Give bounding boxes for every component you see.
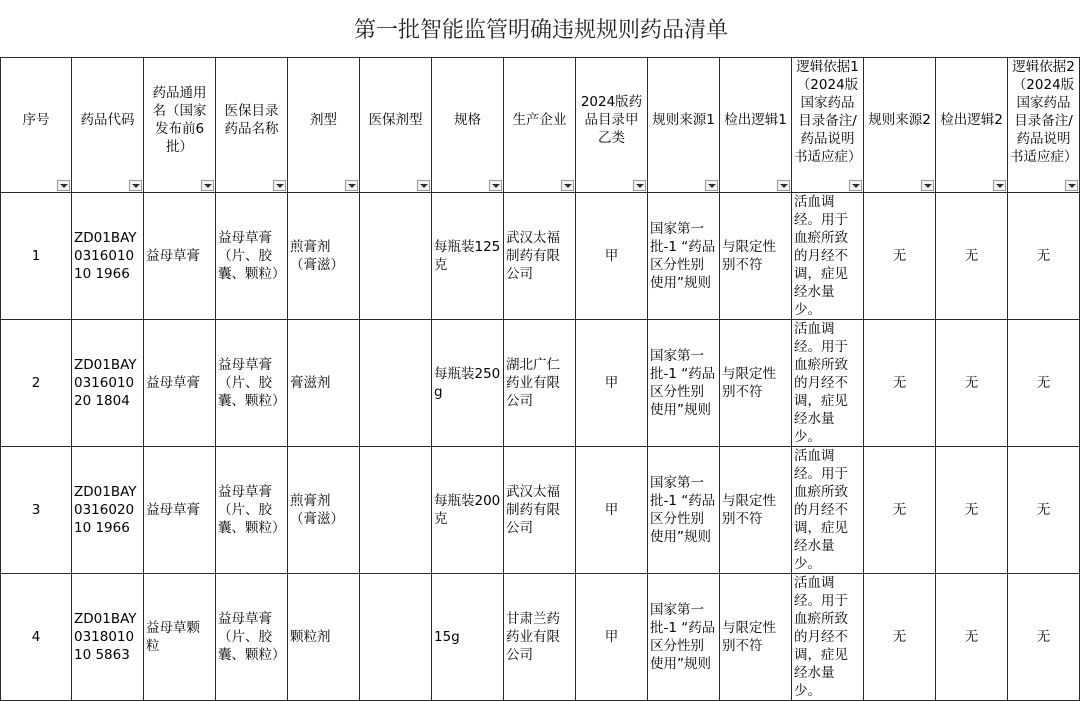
detection-logic-2: 无 (936, 320, 1008, 447)
header-row (1, 58, 1080, 193)
catalog-name: 益母草膏（片、胶囊、颗粒） (216, 574, 288, 701)
drug-code: ZD01BAY031601010 1966 (72, 193, 144, 320)
insurance-dosage-form (360, 193, 432, 320)
filter-dropdown-icon[interactable] (129, 180, 142, 191)
logic-basis-2: 无 (1008, 574, 1080, 701)
header-label: 剂型 (310, 112, 337, 128)
detection-logic-2: 无 (936, 193, 1008, 320)
catalog-name: 益母草膏（片、胶囊、颗粒） (216, 320, 288, 447)
row-index: 3 (1, 447, 72, 574)
detection-logic-1: 与限定性别不符 (720, 320, 792, 447)
generic-name: 益母草膏 (144, 447, 216, 574)
filter-dropdown-icon[interactable] (345, 180, 358, 191)
insurance-dosage-form (360, 320, 432, 447)
table-row (1, 320, 1080, 447)
table-row (1, 193, 1080, 320)
logic-basis-2: 无 (1008, 447, 1080, 574)
logic-basis-1: 活血调经。用于血瘀所致的月经不调，症见经水量少。 (792, 574, 864, 701)
filter-dropdown-icon[interactable] (777, 180, 790, 191)
header-cell (432, 58, 504, 193)
header-cell (288, 58, 360, 193)
filter-dropdown-icon[interactable] (705, 180, 718, 191)
drug-table (0, 57, 1080, 701)
header-cell (504, 58, 576, 193)
specification: 15g (432, 574, 504, 701)
header-cell (144, 58, 216, 193)
logic-basis-1: 活血调经。用于血瘀所致的月经不调，症见经水量少。 (792, 320, 864, 447)
header-cell (648, 58, 720, 193)
logic-basis-2: 无 (1008, 193, 1080, 320)
filter-dropdown-icon[interactable] (993, 180, 1006, 191)
header-label: 药品代码 (80, 112, 135, 128)
generic-name: 益母草膏 (144, 193, 216, 320)
dosage-form: 颗粒剂 (288, 574, 360, 701)
manufacturer: 湖北广仁药业有限公司 (504, 320, 576, 447)
logic-basis-1: 活血调经。用于血瘀所致的月经不调，症见经水量少。 (792, 447, 864, 574)
filter-dropdown-icon[interactable] (633, 180, 646, 191)
filter-dropdown-icon[interactable] (417, 180, 430, 191)
catalog-class: 甲 (576, 320, 648, 447)
catalog-name: 益母草膏（片、胶囊、颗粒） (216, 193, 288, 320)
specification: 每瓶装250g (432, 320, 504, 447)
header-label: 检出逻辑1 (724, 112, 787, 128)
header-label: 2024版药品目录甲乙类 (580, 94, 643, 146)
dosage-form: 煎膏剂（膏滋） (288, 193, 360, 320)
insurance-dosage-form (360, 574, 432, 701)
rule-source-1: 国家第一批-1 “药品区分性别使用”规则 (648, 447, 720, 574)
header-label: 医保剂型 (368, 112, 423, 128)
specification: 每瓶装200克 (432, 447, 504, 574)
row-index: 2 (1, 320, 72, 447)
rule-source-1: 国家第一批-1 “药品区分性别使用”规则 (648, 193, 720, 320)
rule-source-1: 国家第一批-1 “药品区分性别使用”规则 (648, 320, 720, 447)
filter-dropdown-icon[interactable] (561, 180, 574, 191)
row-index: 1 (1, 193, 72, 320)
page-title: 第一批智能监管明确违规规则药品清单 (353, 18, 728, 43)
filter-dropdown-icon[interactable] (273, 180, 286, 191)
rule-source-2: 无 (864, 193, 936, 320)
catalog-class: 甲 (576, 193, 648, 320)
header-cell (1008, 58, 1080, 193)
row-index: 4 (1, 574, 72, 701)
header-label: 检出逻辑2 (940, 112, 1003, 128)
header-cell (720, 58, 792, 193)
header-label: 规格 (454, 112, 481, 128)
detection-logic-2: 无 (936, 574, 1008, 701)
filter-dropdown-icon[interactable] (921, 180, 934, 191)
header-label: 序号 (22, 112, 50, 128)
insurance-dosage-form (360, 447, 432, 574)
rule-source-2: 无 (864, 447, 936, 574)
logic-basis-2: 无 (1008, 320, 1080, 447)
header-cell (360, 58, 432, 193)
header-label: 医保目录药品名称 (224, 103, 279, 137)
header-cell (792, 58, 864, 193)
header-cell (1, 58, 72, 193)
specification: 每瓶装125克 (432, 193, 504, 320)
generic-name: 益母草颗粒 (144, 574, 216, 701)
logic-basis-1: 活血调经。用于血瘀所致的月经不调，症见经水量少。 (792, 193, 864, 320)
catalog-class: 甲 (576, 447, 648, 574)
drug-code: ZD01BAY031801010 5863 (72, 574, 144, 701)
header-cell (216, 58, 288, 193)
filter-dropdown-icon[interactable] (849, 180, 862, 191)
detection-logic-1: 与限定性别不符 (720, 447, 792, 574)
rule-source-2: 无 (864, 320, 936, 447)
header-cell (576, 58, 648, 193)
header-label: 规则来源1 (652, 112, 715, 128)
filter-dropdown-icon[interactable] (57, 180, 70, 191)
detection-logic-1: 与限定性别不符 (720, 193, 792, 320)
manufacturer: 甘肃兰药药业有限公司 (504, 574, 576, 701)
filter-dropdown-icon[interactable] (1065, 180, 1078, 191)
dosage-form: 膏滋剂 (288, 320, 360, 447)
header-label: 药品通用名（国家发布前6批） (152, 85, 207, 155)
manufacturer: 武汉太福制药有限公司 (504, 193, 576, 320)
generic-name: 益母草膏 (144, 320, 216, 447)
filter-dropdown-icon[interactable] (201, 180, 214, 191)
catalog-name: 益母草膏（片、胶囊、颗粒） (216, 447, 288, 574)
drug-code: ZD01BAY031601020 1804 (72, 320, 144, 447)
table-row (1, 574, 1080, 701)
detection-logic-1: 与限定性别不符 (720, 574, 792, 701)
header-cell (864, 58, 936, 193)
header-label: 逻辑依据2（2024版国家药品目录备注/药品说明书适应症） (1010, 59, 1078, 165)
header-label: 生产企业 (512, 112, 567, 128)
table-row (1, 447, 1080, 574)
drug-code: ZD01BAY031602010 1966 (72, 447, 144, 574)
rule-source-2: 无 (864, 574, 936, 701)
header-label: 规则来源2 (868, 112, 931, 128)
filter-dropdown-icon[interactable] (489, 180, 502, 191)
manufacturer: 武汉太福制药有限公司 (504, 447, 576, 574)
dosage-form: 煎膏剂（膏滋） (288, 447, 360, 574)
catalog-class: 甲 (576, 574, 648, 701)
rule-source-1: 国家第一批-1 “药品区分性别使用”规则 (648, 574, 720, 701)
detection-logic-2: 无 (936, 447, 1008, 574)
header-cell (72, 58, 144, 193)
header-label: 逻辑依据1（2024版国家药品目录备注/药品说明书适应症） (794, 59, 862, 165)
header-cell (936, 58, 1008, 193)
